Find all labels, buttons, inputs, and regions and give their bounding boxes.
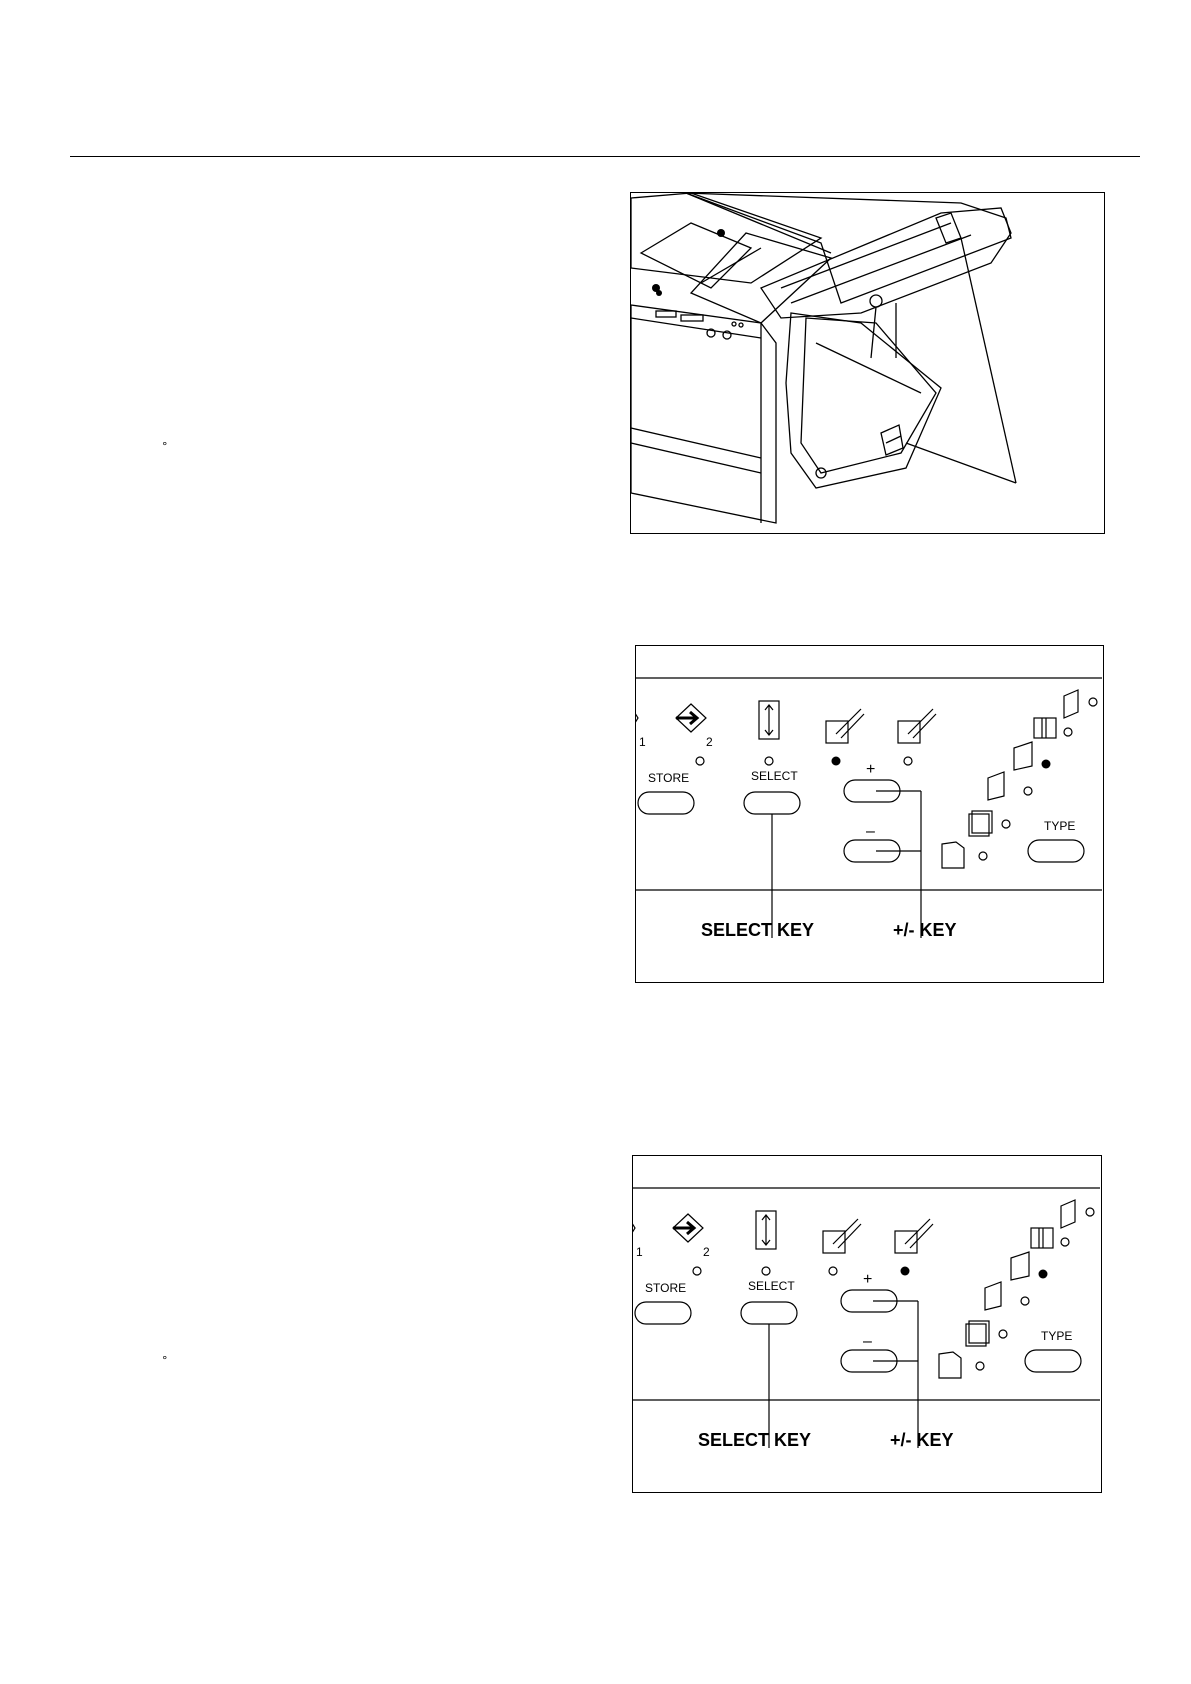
select-label: SELECT (748, 1279, 795, 1293)
plus-label: + (863, 1271, 873, 1288)
degree-mark: ° (162, 440, 168, 453)
control-panel-diagram (636, 646, 1102, 981)
type-label: TYPE (1041, 1329, 1073, 1343)
control-panel-figure-2 (632, 1155, 1102, 1493)
select-key-callout: SELECT KEY (701, 920, 815, 940)
feed-2-label: 2 (703, 1245, 710, 1259)
minus-label: – (866, 823, 875, 840)
folding-machine-drawing (631, 193, 1103, 532)
store-label: STORE (645, 1281, 687, 1295)
plusminus-key-callout: +/- KEY (893, 920, 957, 940)
minus-label: – (863, 1333, 872, 1350)
store-label: STORE (648, 771, 690, 785)
feed-1-label: 1 (636, 1245, 643, 1259)
control-panel-figure-1 (635, 645, 1104, 983)
select-label: SELECT (751, 769, 798, 783)
plusminus-key-callout: +/- KEY (890, 1430, 954, 1450)
control-panel-diagram (633, 1156, 1100, 1491)
machine-illustration (630, 192, 1105, 534)
plus-label: + (866, 761, 876, 778)
select-key-callout: SELECT KEY (698, 1430, 812, 1450)
degree-mark: ° (162, 1354, 168, 1367)
feed-2-label: 2 (706, 735, 713, 749)
header-rule (70, 156, 1140, 157)
type-label: TYPE (1044, 819, 1076, 833)
feed-1-label: 1 (639, 735, 646, 749)
